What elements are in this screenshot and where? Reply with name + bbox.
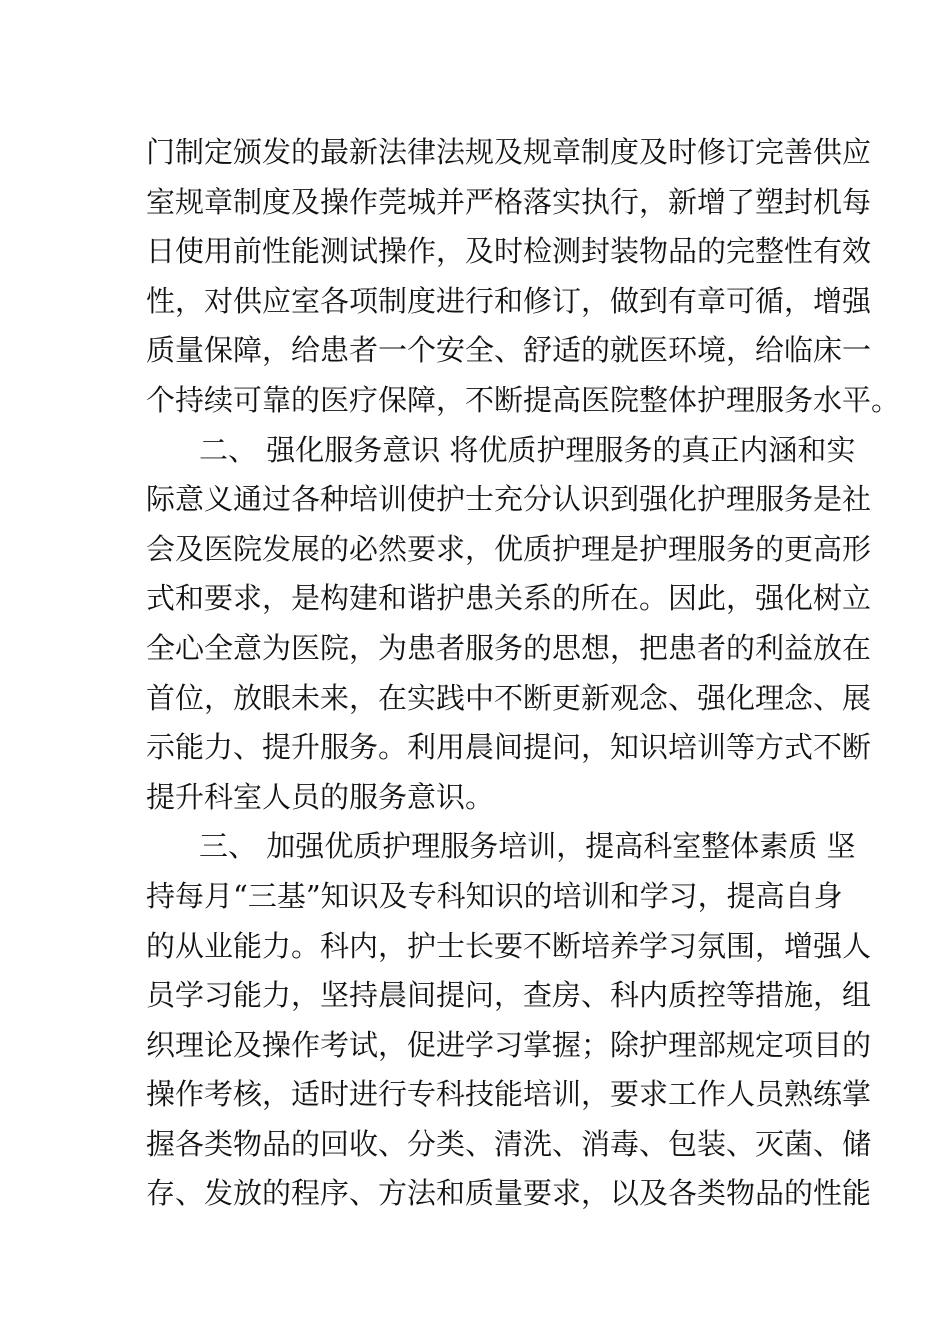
text-line: 握各类物品的回收、分类、清洗、消毒、包装、灭菌、储 xyxy=(146,1126,872,1161)
text-line: 存、发放的程序、方法和质量要求，以及各类物品的性能 xyxy=(146,1176,872,1211)
text-line: 式和要求，是构建和谐护患关系的所在。因此，强化树立 xyxy=(146,581,872,616)
text-line: 示能力、提升服务。利用晨间提问，知识培训等方式不断 xyxy=(146,730,872,765)
text-line: 性，对供应室各项制度进行和修订，做到有章可循，增强 xyxy=(146,283,872,318)
text-line: 织理论及操作考试，促进学习掌握；除护理部规定项目的 xyxy=(146,1027,872,1062)
text-line: 会及医院发展的必然要求，优质护理是护理服务的更高形 xyxy=(146,531,872,566)
text-line: 质量保障，给患者一个安全、舒适的就医环境，给临床一 xyxy=(146,333,872,368)
text-line: 际意义通过各种培训使护士充分认识到强化护理服务是社 xyxy=(146,482,872,517)
section-heading-line: 二、 强化服务意识 将优质护理服务的真正内涵和实 xyxy=(199,432,856,467)
text-line: 全心全意为医院，为患者服务的思想，把患者的利益放在 xyxy=(146,630,872,665)
section-heading-line: 三、 加强优质护理服务培训，提高科室整体素质 坚 xyxy=(199,829,856,864)
text-line: 个持续可靠的医疗保障，不断提高医院整体护理服务水平。 xyxy=(146,382,901,417)
text-line: 员学习能力，坚持晨间提问，查房、科内质控等措施，组 xyxy=(146,978,872,1013)
text-line: 提升科室人员的服务意识。 xyxy=(146,779,495,814)
text-line: 门制定颁发的最新法律法规及规章制度及时修订完善供应 xyxy=(146,135,872,169)
text-line: 室规章制度及操作莞城并严格落实执行，新增了塑封机每 xyxy=(146,184,872,219)
text-line: 持每月“三基”知识及专科知识的培训和学习，提高自身 xyxy=(146,878,843,913)
text-line: 首位，放眼未来，在实践中不断更新观念、强化理念、展 xyxy=(146,680,872,715)
text-line: 操作考核，适时进行专科技能培训，要求工作人员熟练掌 xyxy=(146,1077,872,1112)
body-text xyxy=(146,128,901,1219)
text-line: 的从业能力。科内，护士长要不断培养学习氛围，增强人 xyxy=(146,928,872,963)
text-line: 日使用前性能测试操作，及时检测封装物品的完整性有效 xyxy=(146,234,872,269)
